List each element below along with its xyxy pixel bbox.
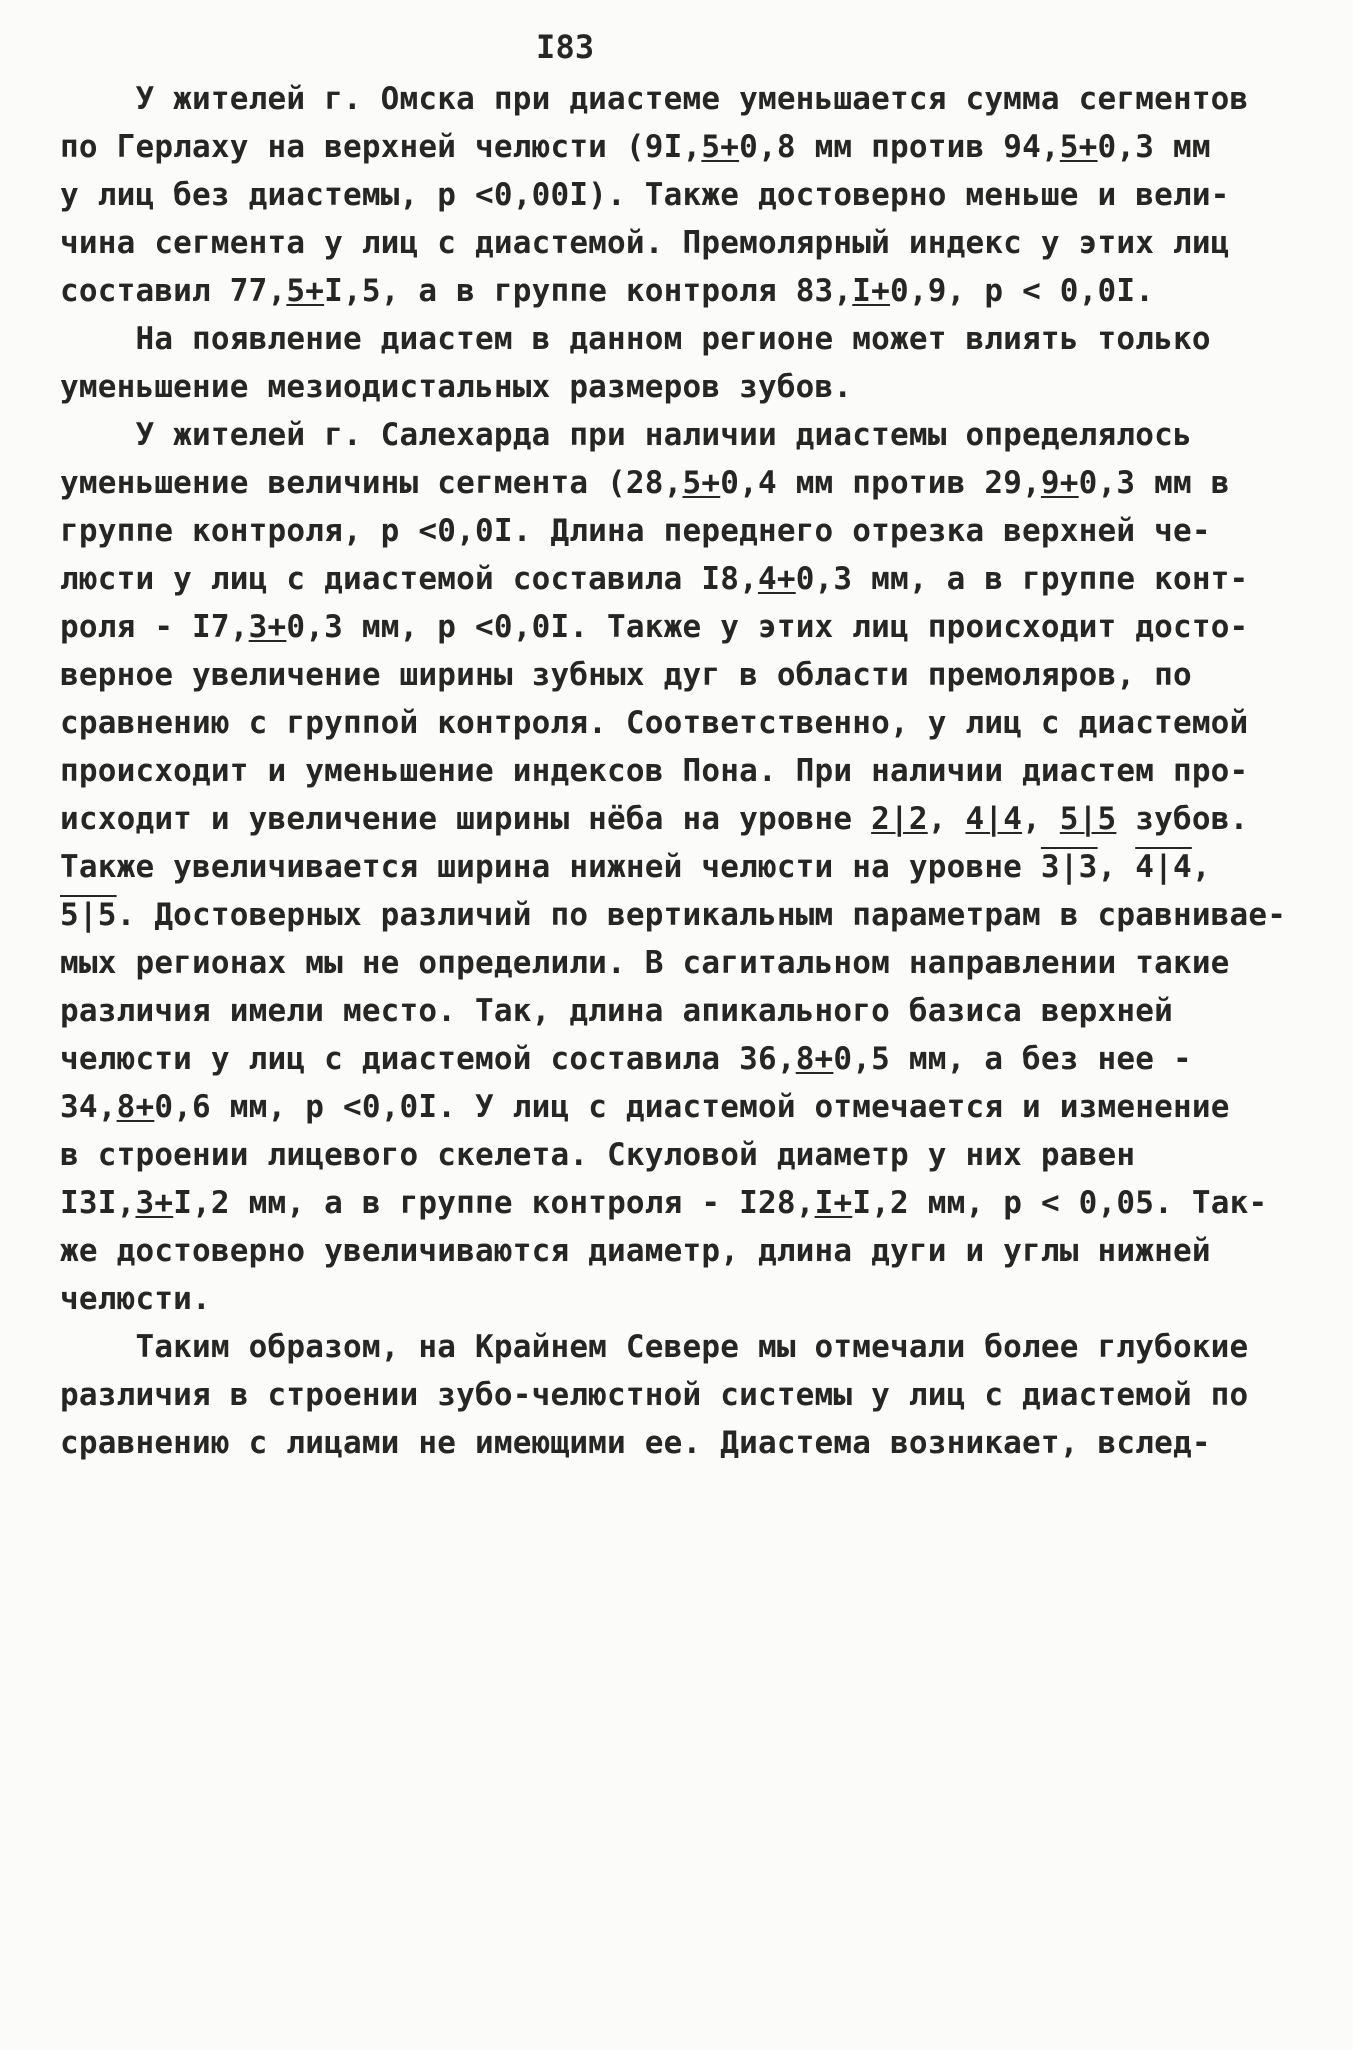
text-line: исходит и увеличение ширины нёба на уровне 2|2, 4|4, 5|5 зубов. [60, 801, 1249, 837]
text-line: Также увеличивается ширина нижней челюсти на уровне 3|3, 4|4, [60, 849, 1211, 885]
text-line: 5|5. Достоверных различий по вертикальным параметрам в сравнивае- [60, 897, 1287, 933]
text-line: чина сегмента у лиц с диастемой. Премолярный индекс у этих лиц [60, 225, 1230, 261]
text-line: На появление диастем в данном регионе может влиять только [60, 321, 1211, 357]
text-line: происходит и уменьшение индексов Пона. При наличии диастем про- [60, 753, 1249, 789]
text-line: в строении лицевого скелета. Скуловой диаметр у них равен [60, 1137, 1136, 1173]
text-line: У жителей г. Салехарда при наличии диастемы определялось [60, 417, 1192, 453]
text-line: составил 77,5+I,5, а в группе контроля 83,I+0,9, р < 0,0I. [60, 273, 1155, 309]
page-number: I83 [536, 28, 595, 66]
text-line: сравнению с лицами не имеющими ее. Диастема возникает, вслед- [60, 1425, 1211, 1461]
text-line: по Герлаху на верхней челюсти (9I,5+0,8 мм против 94,5+0,3 мм [60, 129, 1211, 165]
text-line: сравнению с группой контроля. Соответственно, у лиц с диастемой [60, 705, 1249, 741]
text-line: же достоверно увеличиваются диаметр, длина дуги и углы нижней [60, 1233, 1211, 1269]
text-line: У жителей г. Омска при диастеме уменьшается сумма сегментов [60, 81, 1249, 117]
text-line: I3I,3+I,2 мм, а в группе контроля - I28,I+I,2 мм, р < 0,05. Так- [60, 1185, 1268, 1221]
text-line: группе контроля, р <0,0I. Длина переднего отрезка верхней че- [60, 513, 1211, 549]
text-line: у лиц без диастемы, р <0,00I). Также достоверно меньше и вели- [60, 177, 1230, 213]
text-line: люсти у лиц с диастемой составила I8,4+0,3 мм, а в группе конт- [60, 561, 1249, 597]
text-line: различия имели место. Так, длина апикального базиса верхней [60, 993, 1173, 1029]
text-line: уменьшение величины сегмента (28,5+0,4 мм против 29,9+0,3 мм в [60, 465, 1230, 501]
text-line: уменьшение мезиодистальных размеров зубов. [60, 369, 853, 405]
text-line: мых регионах мы не определили. В сагитальном направлении такие [60, 945, 1230, 981]
text-line: различия в строении зубо-челюстной системы у лиц с диастемой по [60, 1377, 1249, 1413]
text-line: челюсти. [60, 1281, 211, 1317]
text-line: роля - I7,3+0,3 мм, р <0,0I. Также у этих лиц происходит досто- [60, 609, 1249, 645]
text-line: 34,8+0,6 мм, р <0,0I. У лиц с диастемой отмечается и изменение [60, 1089, 1230, 1125]
text-line: челюсти у лиц с диастемой составила 36,8+0,5 мм, а без нее - [60, 1041, 1192, 1077]
text-line: верное увеличение ширины зубных дуг в области премоляров, по [60, 657, 1192, 693]
text-line: Таким образом, на Крайнем Севере мы отмечали более глубокие [60, 1329, 1249, 1365]
